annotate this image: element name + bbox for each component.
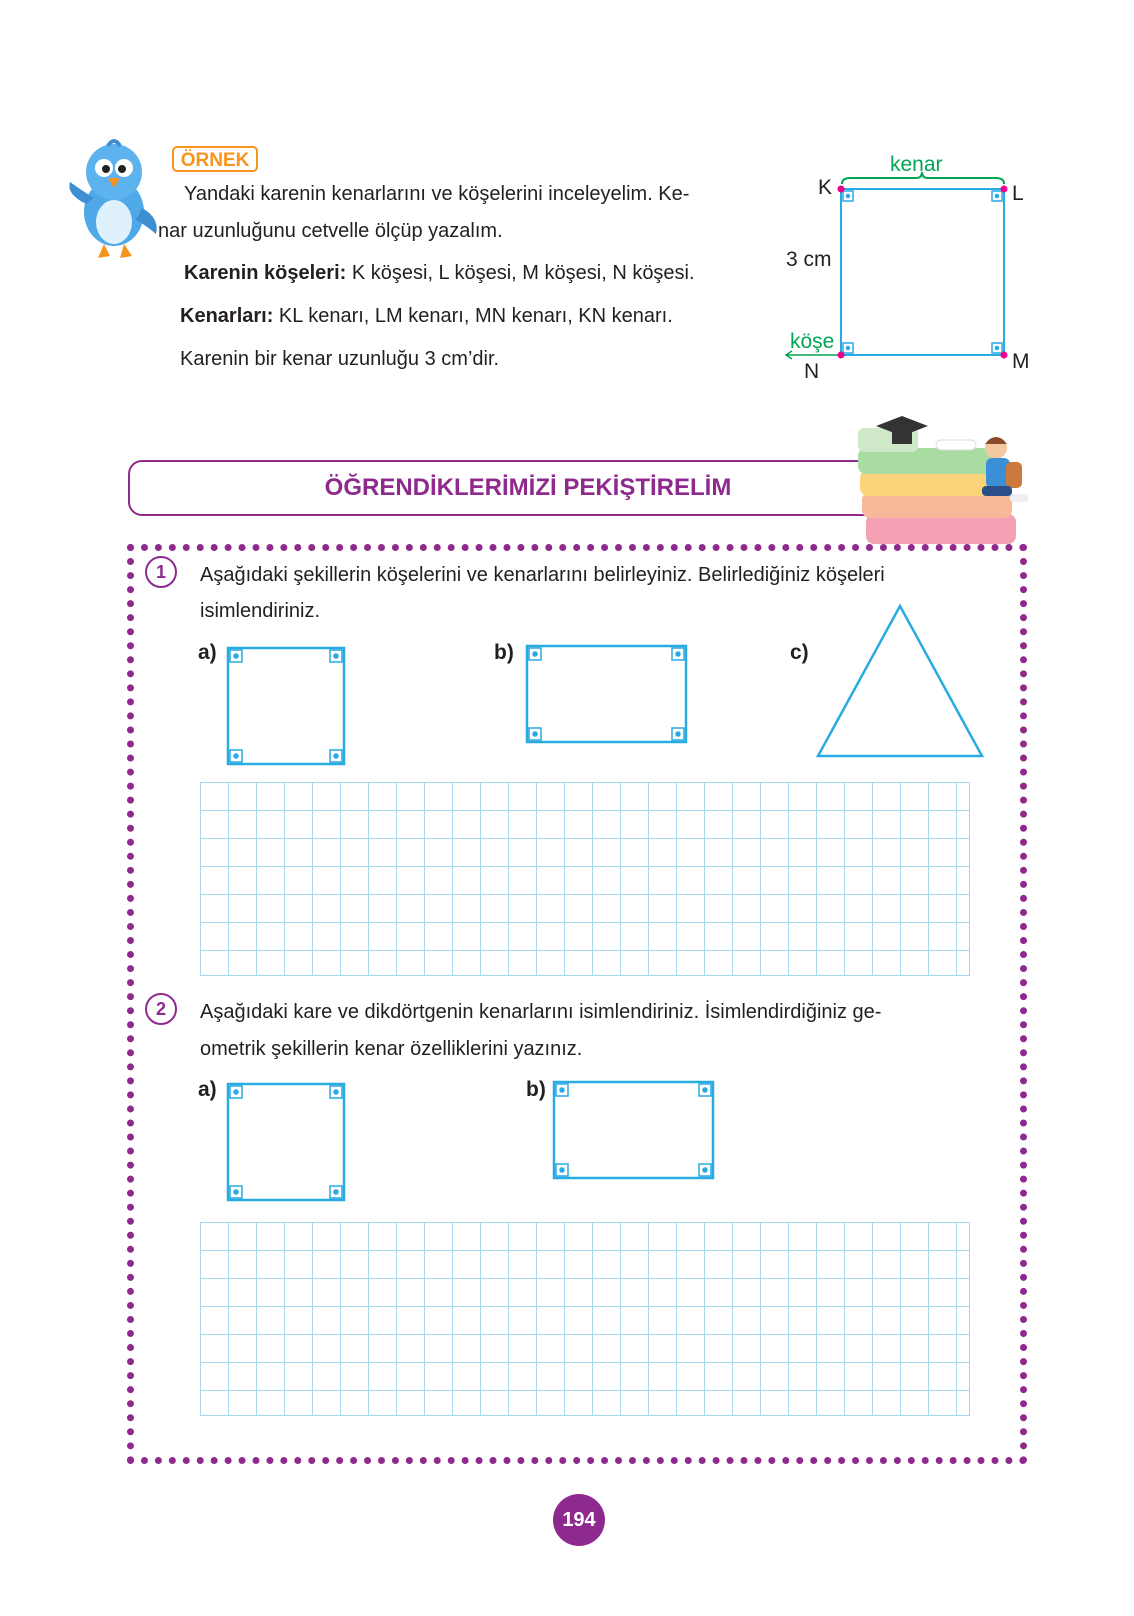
example-edges bbox=[180, 302, 673, 330]
vertex-m-dot bbox=[1001, 352, 1008, 359]
page-number: 194 bbox=[553, 1494, 605, 1546]
q1-line-2: isimlendiriniz. bbox=[200, 600, 321, 622]
q1-rectangle-shape bbox=[521, 640, 693, 748]
q2-number-badge: 2 bbox=[145, 993, 177, 1025]
q2-line-1: Aşağıdaki kare ve dikdörtgenin kenarlarını isimlendiriniz. İsimlendirdiğiniz ge- bbox=[200, 1001, 882, 1023]
edges-value: KL kenarı, LM kenarı, MN kenarı, KN kenarı. bbox=[273, 305, 673, 327]
right-angle-marker-icon bbox=[230, 650, 342, 762]
q1-label-a: a) bbox=[198, 641, 217, 664]
figure-corner-label: köşe bbox=[790, 330, 835, 353]
vertex-n-label: N bbox=[804, 360, 820, 383]
corners-label: Karenin köşeleri: bbox=[184, 262, 347, 284]
vertex-k-dot bbox=[838, 186, 845, 193]
q1-number-badge: 1 bbox=[145, 556, 177, 588]
q1-answer-grid[interactable] bbox=[200, 782, 970, 976]
vertex-m-label: M bbox=[1012, 350, 1030, 373]
vertex-n-dot bbox=[838, 352, 845, 359]
vertex-k-label: K bbox=[818, 176, 833, 199]
example-length-sentence: Karenin bir kenar uzunluğu 3 cm’dir. bbox=[180, 348, 500, 370]
figure-side-length: 3 cm bbox=[786, 248, 832, 271]
q1-square-shape bbox=[222, 642, 352, 772]
q1-triangle-shape bbox=[812, 600, 990, 762]
figure-edge-label: kenar bbox=[890, 153, 943, 176]
q1-label-b: b) bbox=[494, 641, 514, 664]
books-student-icon bbox=[856, 404, 1034, 554]
example-corners bbox=[184, 259, 695, 287]
q1-label-c: c) bbox=[790, 641, 809, 664]
square-shape bbox=[841, 189, 1004, 355]
q2-square-shape bbox=[222, 1078, 352, 1208]
example-line-2: nar uzunluğunu cetvelle ölçüp yazalım. bbox=[158, 220, 503, 242]
q2-answer-grid[interactable] bbox=[200, 1222, 970, 1416]
bird-mascot-icon bbox=[64, 134, 164, 264]
corners-value: K köşesi, L köşesi, M köşesi, N köşesi. bbox=[346, 262, 695, 284]
q2-label-a: a) bbox=[198, 1078, 217, 1101]
q2-label-b: b) bbox=[526, 1078, 546, 1101]
q2-line-2: ometrik şekillerin kenar özelliklerini yazınız. bbox=[200, 1038, 583, 1060]
right-angle-marker-icon bbox=[529, 648, 684, 740]
edges-label: Kenarları: bbox=[180, 305, 274, 327]
right-angle-marker-icon bbox=[230, 1086, 342, 1198]
vertex-l-dot bbox=[1001, 186, 1008, 193]
right-angle-marker-icon bbox=[843, 191, 1002, 353]
vertex-l-label: L bbox=[1012, 182, 1024, 205]
example-line-1: Yandaki karenin kenarlarını ve köşelerini inceleyelim. Ke- bbox=[184, 183, 690, 205]
q2-rectangle-shape bbox=[548, 1076, 720, 1184]
q1-line-1: Aşağıdaki şekillerin köşelerini ve kenarlarını belirleyiniz. Belirlediğiniz köşeleri bbox=[200, 564, 885, 586]
section-title: ÖĞRENDİKLERİMİZİ PEKİŞTİRELİM bbox=[324, 474, 732, 501]
example-badge: ÖRNEK bbox=[172, 146, 258, 172]
right-angle-marker-icon bbox=[556, 1084, 711, 1176]
